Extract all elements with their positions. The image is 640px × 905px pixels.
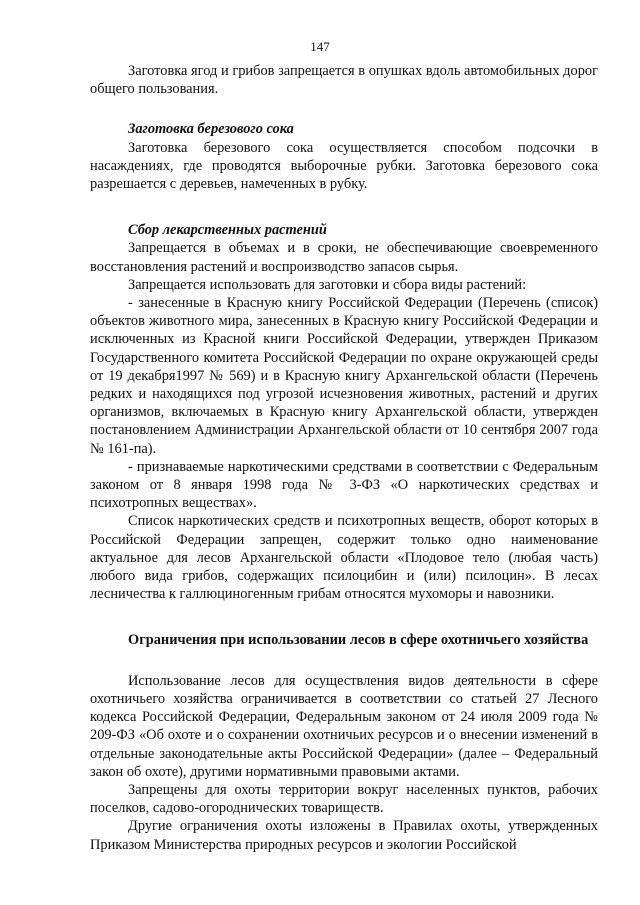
page-number: 147 bbox=[310, 39, 330, 54]
heading-medicinal-plants: Сбор лекарственных растений bbox=[128, 222, 327, 239]
paragraph-medicinal-3: - занесенные в Красную книгу Российской Федерации (Перечень (список) объектов животного мира, занесенных в Красную книгу Российской Федерации и исключенных из Красной книги Российской Федерации, утвержден Приказом Государственного комитета Российской Федерации по охране окружающей среды от 19 декабря1997 № 569) и в Красную книгу Архангельской области (Перечень редких и находящихся под угрозой исчезновения животных, растений и других организмов, включаемых в Красную книгу Архангельской области, утвержден постановлением Администрации Архангельской области от 10 сентября 2007 года № 161-па). bbox=[90, 295, 598, 457]
paragraph-medicinal-5: Список наркотических средств и психотропных веществ, оборот которых в Российской Федерации запрещен, содержит только одно наименование актуальное для лесов Архангельской области «Плодовое тело (любая часть) любого вида грибов, содержащих псилоцибин и (или) псилоцин». В лесах лесничества к галлюциногенным грибам относятся мухоморы и навозники. bbox=[90, 513, 598, 603]
paragraph-medicinal-2: Запрещается использовать для заготовки и сбора виды растений: bbox=[128, 276, 527, 293]
paragraph-birch-sap: Заготовка березового сока осуществляется способом подсочки в насаждениях, где проводятся выборочные рубки. Заготовка березового сока разрешается с деревьев, намеченных в рубку. bbox=[90, 139, 598, 193]
paragraph-hunting-3: Другие ограничения охоты изложены в Правилах охоты, утвержденных Приказом Министерства природных ресурсов и экологии Российской bbox=[90, 818, 598, 853]
paragraph-hunting-1: Использование лесов для осуществления видов деятельности в сфере охотничьего хозяйства ограничивается в соответствии со статьей 27 Лесного кодекса Российской Федерации, Федеральным законом от 24 июля 2009 года № 209-ФЗ «Об охоте и о сохранении охотничьих ресурсов и о внесении изменений в отдельные законодательные акты Российской Федерации» (далее – Федеральный закон об охоте), другими нормативными правовыми актами. bbox=[90, 672, 598, 780]
heading-birch-sap: Заготовка березового сока bbox=[128, 121, 294, 138]
paragraph-intro: Заготовка ягод и грибов запрещается в опушках вдоль автомобильных дорог общего пользования. bbox=[90, 63, 598, 98]
document-body bbox=[90, 62, 598, 854]
paragraph-medicinal-1: Запрещается в объемах и в сроки, не обеспечивающие своевременного восстановления растений и воспроизводство запасов сырья. bbox=[90, 240, 598, 275]
paragraph-medicinal-4: - признаваемые наркотическими средствами в соответствии с Федеральным законом от 8 января 1998 года № 3-ФЗ «О наркотических средствах и психотропных веществах». bbox=[90, 458, 598, 512]
paragraph-hunting-2: Запрещены для охоты территории вокруг населенных пунктов, рабочих поселков, садово-огороднических товариществ. bbox=[90, 781, 598, 817]
heading-hunting: Ограничения при использовании лесов в сфере охотничьего хозяйства bbox=[128, 632, 589, 649]
